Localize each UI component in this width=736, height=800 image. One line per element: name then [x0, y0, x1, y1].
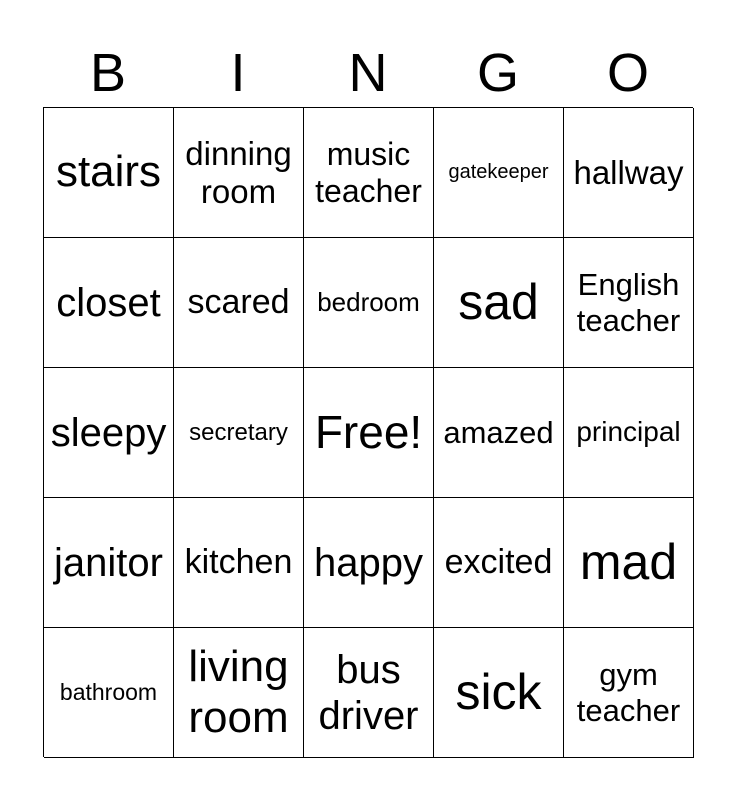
bingo-header	[43, 40, 693, 106]
header-letter-n: N	[348, 43, 388, 103]
bingo-cell[interactable]	[174, 498, 304, 628]
bingo-cell[interactable]	[564, 498, 694, 628]
bingo-cell[interactable]	[174, 368, 304, 498]
cell-label: bus driver	[318, 647, 419, 738]
bingo-cell[interactable]	[564, 628, 694, 758]
cell-label: principal	[576, 416, 681, 448]
cell-label: sleepy	[50, 410, 167, 455]
bingo-cell[interactable]	[304, 238, 434, 368]
bingo-grid	[43, 107, 693, 757]
header-letter-o: O	[606, 43, 649, 103]
free-space-label: Free!	[314, 406, 423, 459]
cell-label: English teacher	[576, 266, 681, 338]
bingo-cell[interactable]	[44, 498, 174, 628]
bingo-cell[interactable]	[304, 628, 434, 758]
bingo-cell[interactable]	[564, 238, 694, 368]
cell-label: sick	[455, 663, 542, 720]
cell-label: stairs	[55, 147, 162, 197]
bingo-cell[interactable]	[174, 238, 304, 368]
bingo-cell[interactable]	[564, 108, 694, 238]
bingo-cell[interactable]	[44, 628, 174, 758]
bingo-cell[interactable]	[304, 498, 434, 628]
cell-label: scared	[187, 282, 290, 321]
cell-label: secretary	[189, 418, 288, 446]
cell-label: dinning room	[185, 134, 292, 210]
bingo-cell[interactable]	[434, 368, 564, 498]
header-letter-b: B	[89, 43, 127, 103]
bingo-cell[interactable]	[434, 238, 564, 368]
cell-label: kitchen	[184, 542, 293, 581]
bingo-cell[interactable]	[564, 368, 694, 498]
cell-label: bedroom	[317, 286, 420, 317]
header-letter-g: G	[476, 43, 519, 103]
bingo-cell[interactable]	[174, 628, 304, 758]
cell-label: hallway	[573, 153, 684, 191]
cell-label: music teacher	[315, 135, 422, 209]
cell-label: sad	[458, 273, 539, 330]
cell-label: janitor	[54, 540, 163, 585]
cell-label: gym teacher	[576, 656, 681, 728]
bingo-cell[interactable]	[44, 108, 174, 238]
cell-label: excited	[444, 542, 553, 581]
bingo-cell[interactable]	[434, 108, 564, 238]
bingo-cell[interactable]	[174, 108, 304, 238]
cell-label: closet	[56, 280, 161, 325]
bingo-cell[interactable]	[44, 368, 174, 498]
free-space-cell[interactable]	[304, 368, 434, 498]
cell-label: happy	[314, 540, 423, 585]
bingo-cell[interactable]	[434, 498, 564, 628]
bingo-cell[interactable]	[304, 108, 434, 238]
cell-label: living room	[188, 641, 289, 742]
cell-label: amazed	[443, 414, 554, 450]
cell-label: mad	[579, 533, 678, 590]
bingo-cell[interactable]	[44, 238, 174, 368]
bingo-cell[interactable]	[434, 628, 564, 758]
header-letter-i: I	[230, 43, 246, 103]
cell-label: gatekeeper	[448, 161, 549, 183]
cell-label: bathroom	[59, 679, 158, 706]
